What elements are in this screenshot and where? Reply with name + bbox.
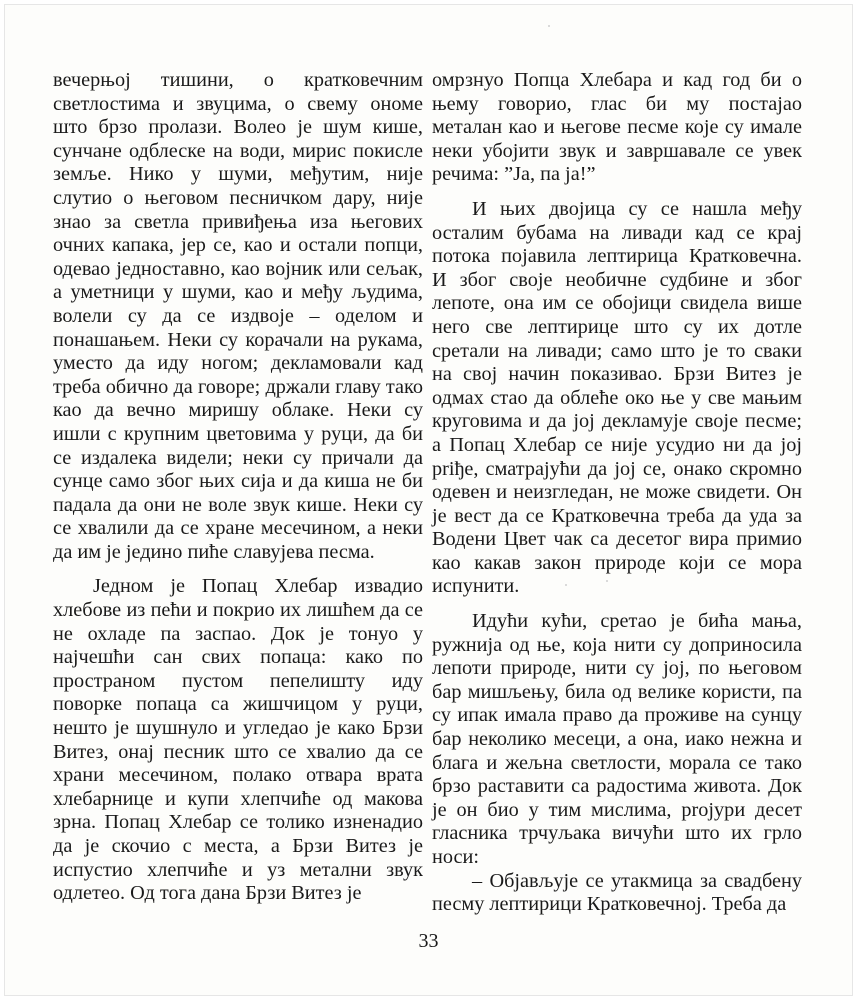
page-number: 33 (418, 930, 439, 952)
left-column (53, 69, 423, 906)
right-column (432, 69, 802, 917)
paragraph: И њих двојица су се нашла међу осталим бубама на ливади кад се крај потока појавила лептирица Кратковечна. И због своје необичне судбине и због лепоте, она им се обојици свидела више него све лептирице што су их дотле сретали на ливади; само што је то сваки на свој начин показивао. Брзи Витез је одмах стао да облеће око ње у све мањим круговима и да јој декламује своје песме; а Попац Хлебар се није усудио ни да јој priђе, сматрајући да јој се, онако скромно одевен и неизгледан, не може свидети. Он је вест да се Кратковечна треба да уда за Водени Цвет чак са десетог вира примио као какав закон природе који се мора испунити. (432, 197, 802, 598)
paragraph: вечерњој тишини, о кратковечним светлостима и звуцима, о свему ономе што брзо пролази. Волео је шум кише, сунчане одблеске на води, мирис покисле земље. Нико у шуми, међутим, није слутио о његовом песничком дару, није знао за светла привиђења иза његових очних капака, јер се, као и остали попци, одевао једноставно, као војник или сељак, а уметници у шуми, као и међу људима, волели су да се издвоје – оделом и понашањем. Неки су корачали на рукама, уместо да иду ногом; декламовали кад треба обично да говоре; држали главу тако као да вечно миришу облаке. Неки су ишли с крупним цветовима у руци, да би се издалека видели; неки су причали да сунце само због њих сија и да киша не би падала да они не воле звук кише. Неки су се хвалили да се хране месечином, а неки да им је једино пиће славујева песма. (53, 69, 423, 563)
paragraph: Једном је Попац Хлебар извадио хлебове из пећи и покрио их лишћем да се не охладе па заспао. Док је тонуо у најчешћи сан свих попаца: како по пространом пустом пепелишту иду поворке попаца са жишчицом у руци, нешто је шушнуло и угледао је како Брзи Витез, онај песник што се хвалио да се храни месечином, полако отвара врата хлебарнице и купи хлепчиће од макова зрна. Попац Хлебар се толико изненадио да је скочио с места, а Брзи Витез је испустио хлепчиће и уз метални звук одлетео. Од тога дана Брзи Витез је (53, 575, 423, 905)
paper-speck (548, 25, 550, 27)
paragraph: Идући кући, сретао је бића мања, ружнија од ње, која нити су доприносила лепоти природе, нити су јој, по његовом бар мишљењу, била од велике користи, па су ипак имала право да проживе на сунцу бар неколико месеци, а она, иако нежна и блага и жељна светлости, морала се тако брзо раставити са радостима живота. Док је он био у тим мислима, projури десет гласника трчуљака вичући што их грло носи: (432, 610, 802, 868)
paragraph: – Објављује се утакмица за свадбену песму лептирици Кратковечној. Треба да (432, 869, 802, 916)
book-page (4, 4, 853, 996)
paragraph: омрзнуо Попца Хлебара и кад год би о њему говорио, глас би му постајао металан као и његове песме које су имале неки убојити звук и завршавале се увек речима: ”Ја, па ја!” (432, 69, 802, 186)
